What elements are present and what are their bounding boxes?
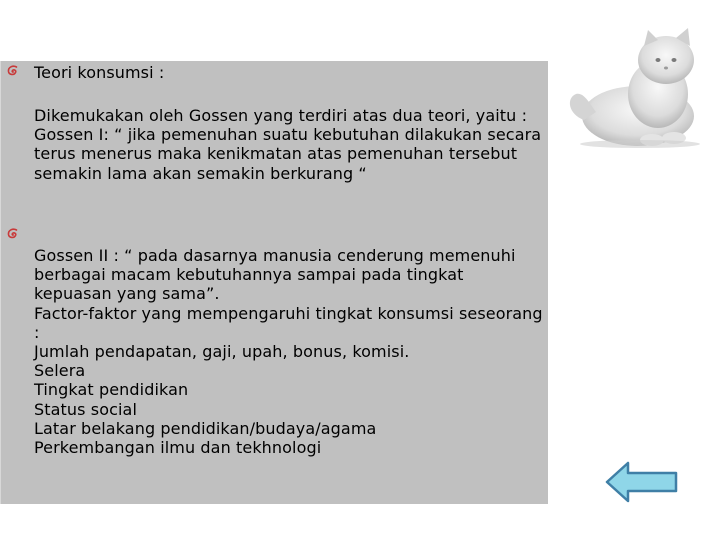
curl-bullet-icon [5, 63, 21, 79]
left-arrow-icon [607, 463, 676, 501]
gossen-first-law-text: Dikemukakan oleh Gossen yang terdiri atas dua teori, yaitu : Gossen I: “ jika pemenuhan suatu kebutuhan dilakukan secara terus menerus maka kenikmatan atas pemenuhan tersebut semakin lama akan semakin berkurang “ [34, 106, 542, 183]
back-arrow-button[interactable] [604, 460, 680, 504]
gossen-second-law-text: Gossen II : “ pada dasarnya manusia cenderung memenuhi berbagai macam kebutuhannya sampai pada tingkat kepuasan yang sama”. Factor-faktor yang mempengaruhi tingkat konsumsi seseorang : Jumlah pendapatan, gaji, upah, bonus, komisi. Selera Tingkat pendidikan Status social Latar belakang pendidikan/budaya/agama Perkembangan ilmu dan tekhnologi [34, 246, 543, 458]
cat-picture [560, 24, 710, 150]
slide-heading: Teori konsumsi : [34, 63, 165, 82]
curl-bullet-icon [5, 226, 21, 242]
